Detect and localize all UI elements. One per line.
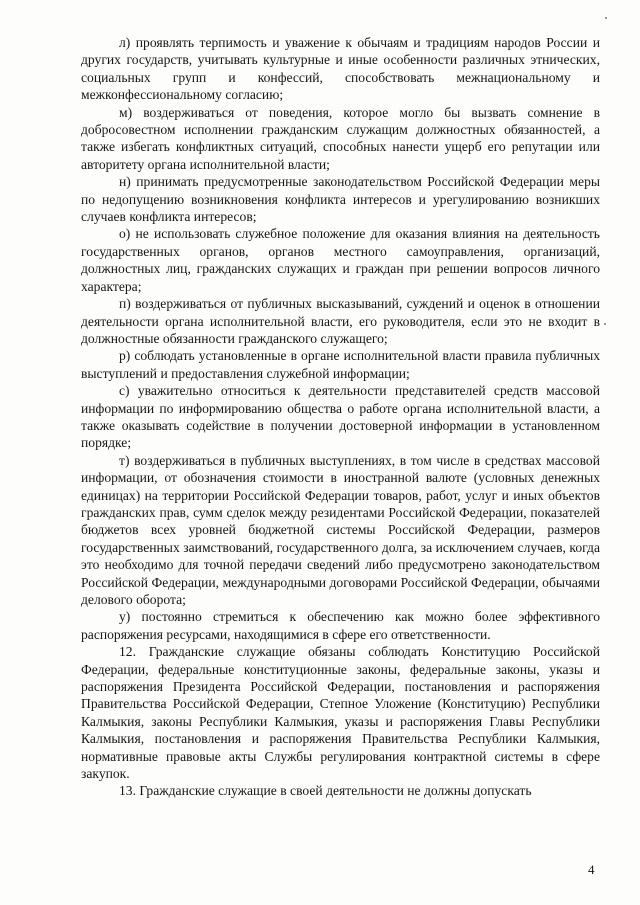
- scan-speck: [604, 323, 606, 325]
- paragraph-12: 12. Гражданские служащие обязаны соблюдать Конституцию Российской Федерации, федеральные конституционные законы, федеральные законы, указы и распоряжения Президента Российской Федерации, постановления и распоряжения Правительства Российской Федерации, Степное Уложение (Конституцию) Республики Калмыкия, законы Республики Калмыкия, указы и распоряжения Главы Республики Калмыкия, постановления и распоряжения Правительства Республики Калмыкия, нормативные правовые акты Службы регулирования контрактной системы в сфере закупок.: [81, 644, 600, 782]
- paragraph-13: 13. Гражданские служащие в своей деятельности не должны допускать: [119, 783, 532, 799]
- paragraph-t: т) воздерживаться в публичных выступлениях, в том числе в средствах массовой информации, от обозначения стоимости в иностранной валюте (условных денежных единицах) на территории Российской Федерации товаров, работ, услуг и иных объектов гражданских прав, сумм сделок между резидентами Российской Федерации, показателей бюджетов всех уровней бюджетной системы Российской Федерации, размеров государственных заимствований, государственного долга, за исключением случаев, когда это необходимо для точной передачи сведений либо предусмотрено законодательством Российской Федерации, международными договорами Российской Федерации, обычаями делового оборота;: [81, 452, 600, 607]
- document-body: [81, 34, 600, 800]
- paragraph-o: о) не использовать служебное положение для оказания влияния на деятельность государственных органов, органов местного самоуправления, организаций, должностных лиц, гражданских служащих и граждан при решении вопросов личного характера;: [81, 226, 600, 294]
- paragraph-s: с) уважительно относиться к деятельности представителей средств массовой информации по информированию общества о работе органа исполнительной власти, а также оказывать содействие в получении достоверной информации в установленном порядке;: [81, 383, 600, 451]
- paragraph-m: м) воздерживаться от поведения, которое могло бы вызвать сомнение в добросовестном исполнении гражданским служащим должностных обязанностей, а также избегать конфликтных ситуаций, способных нанести ущерб его репутации или авторитету органа исполнительной власти;: [81, 104, 600, 172]
- paragraph-r: р) соблюдать установленные в органе исполнительной власти правила публичных выступлений и предоставления служебной информации;: [81, 348, 600, 381]
- paragraph-n: н) принимать предусмотренные законодательством Российской Федерации меры по недопущению возникновения конфликта интересов и урегулированию возникших случаев конфликта интересов;: [81, 174, 600, 225]
- paragraph-u: у) постоянно стремиться к обеспечению как можно более эффективного распоряжения ресурсами, находящимися в сфере его ответственности.: [81, 609, 600, 642]
- scan-speck: [605, 17, 607, 19]
- paragraph-l: л) проявлять терпимость и уважение к обычаям и традициям народов России и других государств, учитывать культурные и иные особенности различных этнических, социальных групп и конфессий, способствовать межнациональному и межконфессиональному согласию;: [81, 35, 600, 103]
- page-number: 4: [588, 862, 595, 877]
- paragraph-p: п) воздерживаться от публичных высказываний, суждений и оценок в отношении деятельности органа исполнительной власти, его руководителя, если это не входит в должностные обязанности гражданского служащего;: [81, 296, 600, 346]
